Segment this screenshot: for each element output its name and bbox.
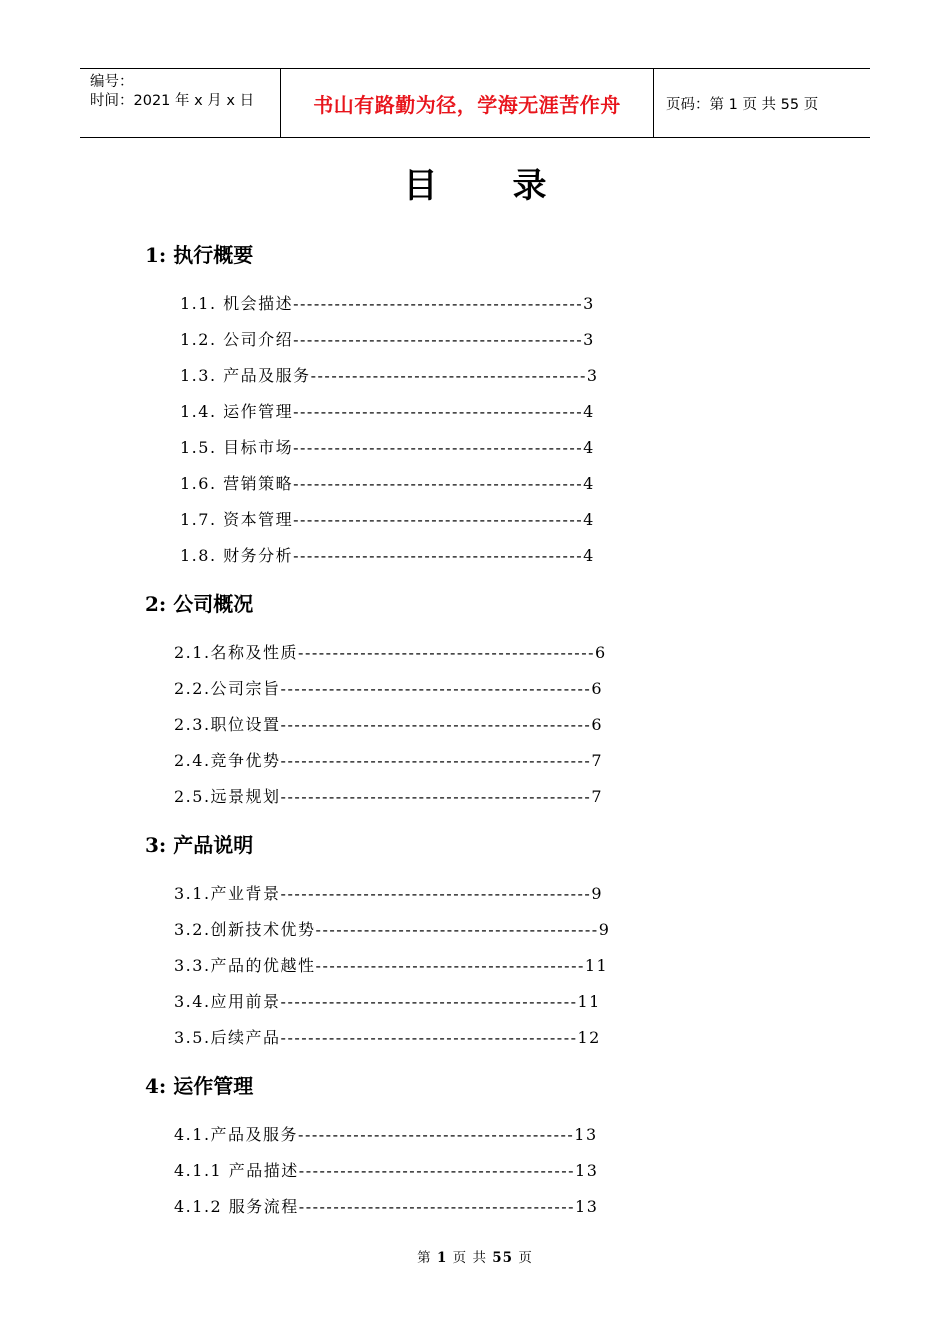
header-meta (80, 69, 281, 137)
section-heading: 1: 执行概要 (145, 243, 254, 267)
toc-entry[interactable]: 2.3.职位设置---------------------------------------------6 (174, 715, 603, 734)
toc-entry[interactable]: 2.2.公司宗旨---------------------------------------------6 (174, 679, 603, 698)
toc-entry[interactable]: 1.6. 营销策略------------------------------------------4 (180, 474, 595, 493)
document-number-label: 编号： (90, 74, 134, 90)
toc-entry[interactable]: 4.1.产品及服务----------------------------------------13 (174, 1125, 598, 1144)
footer-suffix: 页 (513, 1250, 533, 1266)
toc-entry[interactable]: 3.5.后续产品-------------------------------------------12 (174, 1028, 601, 1047)
footer-middle: 页 共 (447, 1250, 493, 1266)
toc-entry[interactable]: 1.5. 目标市场------------------------------------------4 (180, 438, 595, 457)
footer-prefix: 第 (417, 1250, 437, 1266)
toc-entry[interactable]: 3.4.应用前景-------------------------------------------11 (174, 992, 601, 1011)
header-page-info: 页码：第 1 页 共 55 页 (666, 96, 819, 113)
toc-entry[interactable]: 3.3.产品的优越性---------------------------------------11 (174, 956, 609, 975)
document-time-label: 时间：2021 年 x 月 x 日 (90, 93, 255, 109)
footer-current-page: 1 (436, 1250, 448, 1266)
toc-entry[interactable]: 2.5.远景规划---------------------------------------------7 (174, 787, 603, 806)
section-heading: 2: 公司概况 (145, 592, 254, 616)
toc-entry[interactable]: 2.4.竞争优势---------------------------------------------7 (174, 751, 603, 770)
toc-entry[interactable]: 3.1.产业背景---------------------------------------------9 (174, 884, 603, 903)
toc-entry[interactable]: 1.7. 资本管理------------------------------------------4 (180, 510, 595, 529)
toc-entry[interactable]: 3.2.创新技术优势-----------------------------------------9 (174, 920, 611, 939)
section-heading: 4: 运作管理 (145, 1074, 254, 1098)
toc-entry[interactable]: 4.1.2 服务流程----------------------------------------13 (174, 1197, 599, 1216)
footer-total-pages: 55 (492, 1250, 514, 1266)
toc-entry[interactable]: 1.2. 公司介绍------------------------------------------3 (180, 330, 595, 349)
header-motto: 书山有路勤为径，学海无涯苦作舟 (281, 69, 654, 137)
toc-entry[interactable]: 2.1.名称及性质-------------------------------------------6 (174, 643, 607, 662)
page-footer (0, 1246, 950, 1266)
toc-entry[interactable]: 1.1. 机会描述------------------------------------------3 (180, 294, 595, 313)
toc-entry[interactable]: 4.1.1 产品描述----------------------------------------13 (174, 1161, 599, 1180)
section-heading: 3: 产品说明 (145, 833, 254, 857)
document-header (80, 68, 870, 138)
page-title: 目录 (403, 166, 622, 206)
toc-entry[interactable]: 1.3. 产品及服务----------------------------------------3 (180, 366, 599, 385)
toc-entry[interactable]: 1.8. 财务分析------------------------------------------4 (180, 546, 595, 565)
toc-entry[interactable]: 1.4. 运作管理------------------------------------------4 (180, 402, 595, 421)
